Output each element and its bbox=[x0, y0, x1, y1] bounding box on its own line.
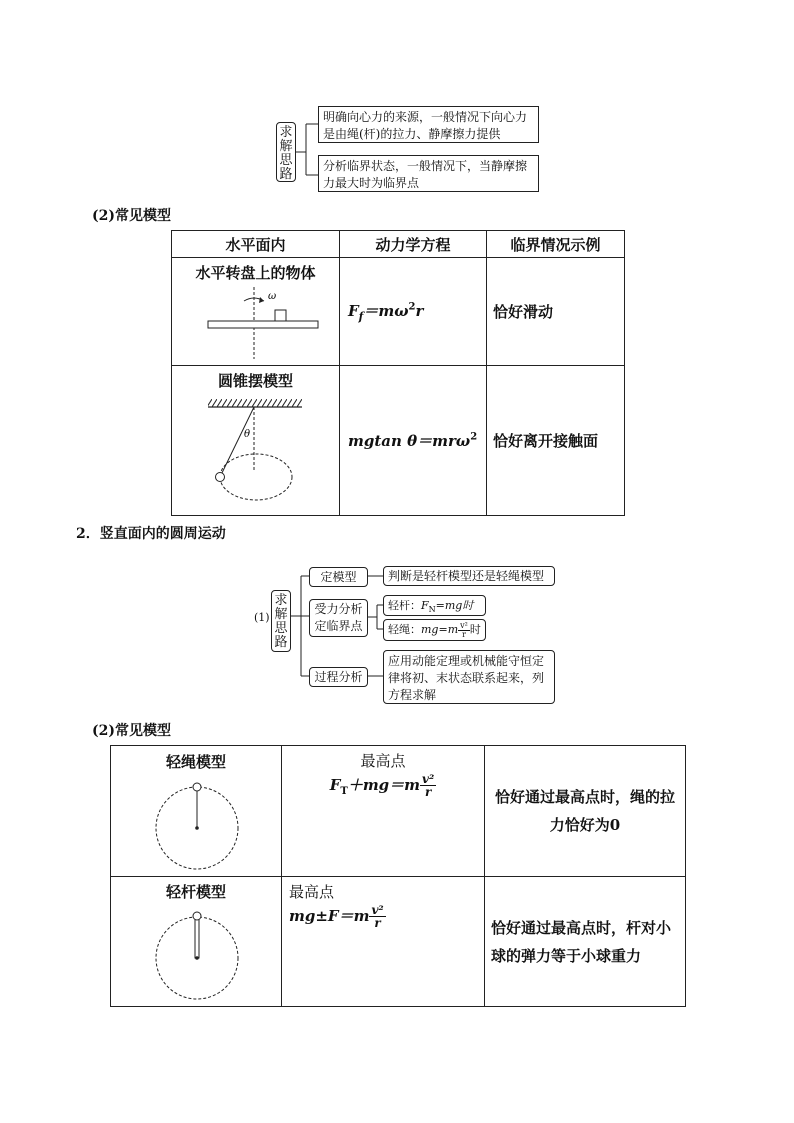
flow2-rope-condition: 轻绳：mg=m $\frac{\text{v²}}{r}$ 时 bbox=[383, 619, 486, 641]
flow2-step1-result: 判断是轻杆模型还是轻绳模型 bbox=[383, 566, 555, 586]
rod-model-critical: 恰好通过最高点时，杆对小球的弹力等于小球重力 bbox=[485, 877, 686, 1007]
section-heading-horizontal: (2)常见模型 bbox=[92, 208, 171, 224]
rope-model-diagram bbox=[111, 772, 281, 872]
rod-model-title: 轻杆模型 bbox=[165, 883, 226, 901]
turntable-diagram bbox=[172, 283, 338, 361]
header-plane: 水平面内 bbox=[172, 231, 340, 258]
conical-critical: 恰好离开接触面 bbox=[487, 366, 625, 516]
flow2-step-model: 定模型 bbox=[309, 567, 368, 587]
flow2-step-force: 受力分析定临界点 bbox=[309, 599, 368, 637]
flow2-rod-condition: 轻杆：$F_N=mg$时 bbox=[383, 595, 486, 616]
section-heading-vertical: (2)常见模型 bbox=[92, 723, 171, 739]
flow2-label: 求解思路 bbox=[271, 590, 291, 652]
flow1-box-source: 明确向心力的来源，一般情况下向心力是由绳(杆)的拉力、静摩擦力提供 bbox=[318, 106, 539, 143]
conical-pendulum-diagram bbox=[172, 391, 338, 509]
svg-text:ω: ω bbox=[268, 291, 277, 302]
conical-cell bbox=[172, 366, 340, 516]
rod-model-diagram bbox=[111, 902, 281, 1002]
conical-title: 圆锥摆模型 bbox=[217, 372, 293, 390]
flow2-step-process: 过程分析 bbox=[309, 667, 368, 687]
flow1-label: 求解思路 bbox=[276, 122, 296, 182]
flow2-index: (1) bbox=[254, 611, 270, 624]
conical-equation: mgtan θ＝mrω$^2$ bbox=[340, 366, 487, 516]
rope-model-cell bbox=[111, 746, 282, 877]
flow1-box-critical: 分析临界状态，一般情况下，当静摩擦力最大时为临界点 bbox=[318, 155, 539, 192]
section-title-vertical: 2．竖直面内的圆周运动 bbox=[76, 526, 226, 542]
flow2-step3-result: 应用动能定理或机械能守恒定律将初、末状态联系起来，列方程求解 bbox=[383, 650, 555, 704]
turntable-cell bbox=[172, 258, 340, 366]
header-critical: 临界情况示例 bbox=[487, 231, 625, 258]
vertical-models-table bbox=[110, 745, 686, 1007]
turntable-critical: 恰好滑动 bbox=[487, 258, 625, 366]
horizontal-models-table bbox=[171, 230, 625, 516]
rope-model-equation: 最高点 $F_T+mg=m$ $\frac{\text{v²}}{r}$ bbox=[282, 746, 485, 877]
header-equation: 动力学方程 bbox=[340, 231, 487, 258]
rope-model-critical: 恰好通过最高点时，绳的拉力恰好为0 bbox=[485, 746, 686, 877]
turntable-title: 水平转盘上的物体 bbox=[195, 264, 316, 282]
turntable-equation: $F_f=m\omega^2r$ bbox=[340, 258, 487, 366]
rod-model-cell bbox=[111, 877, 282, 1007]
rod-model-equation: 最高点 mg±F＝m $\frac{\text{v²}}{r}$ bbox=[282, 877, 485, 1007]
rope-model-title: 轻绳模型 bbox=[165, 753, 226, 771]
svg-text:θ: θ bbox=[244, 429, 251, 440]
